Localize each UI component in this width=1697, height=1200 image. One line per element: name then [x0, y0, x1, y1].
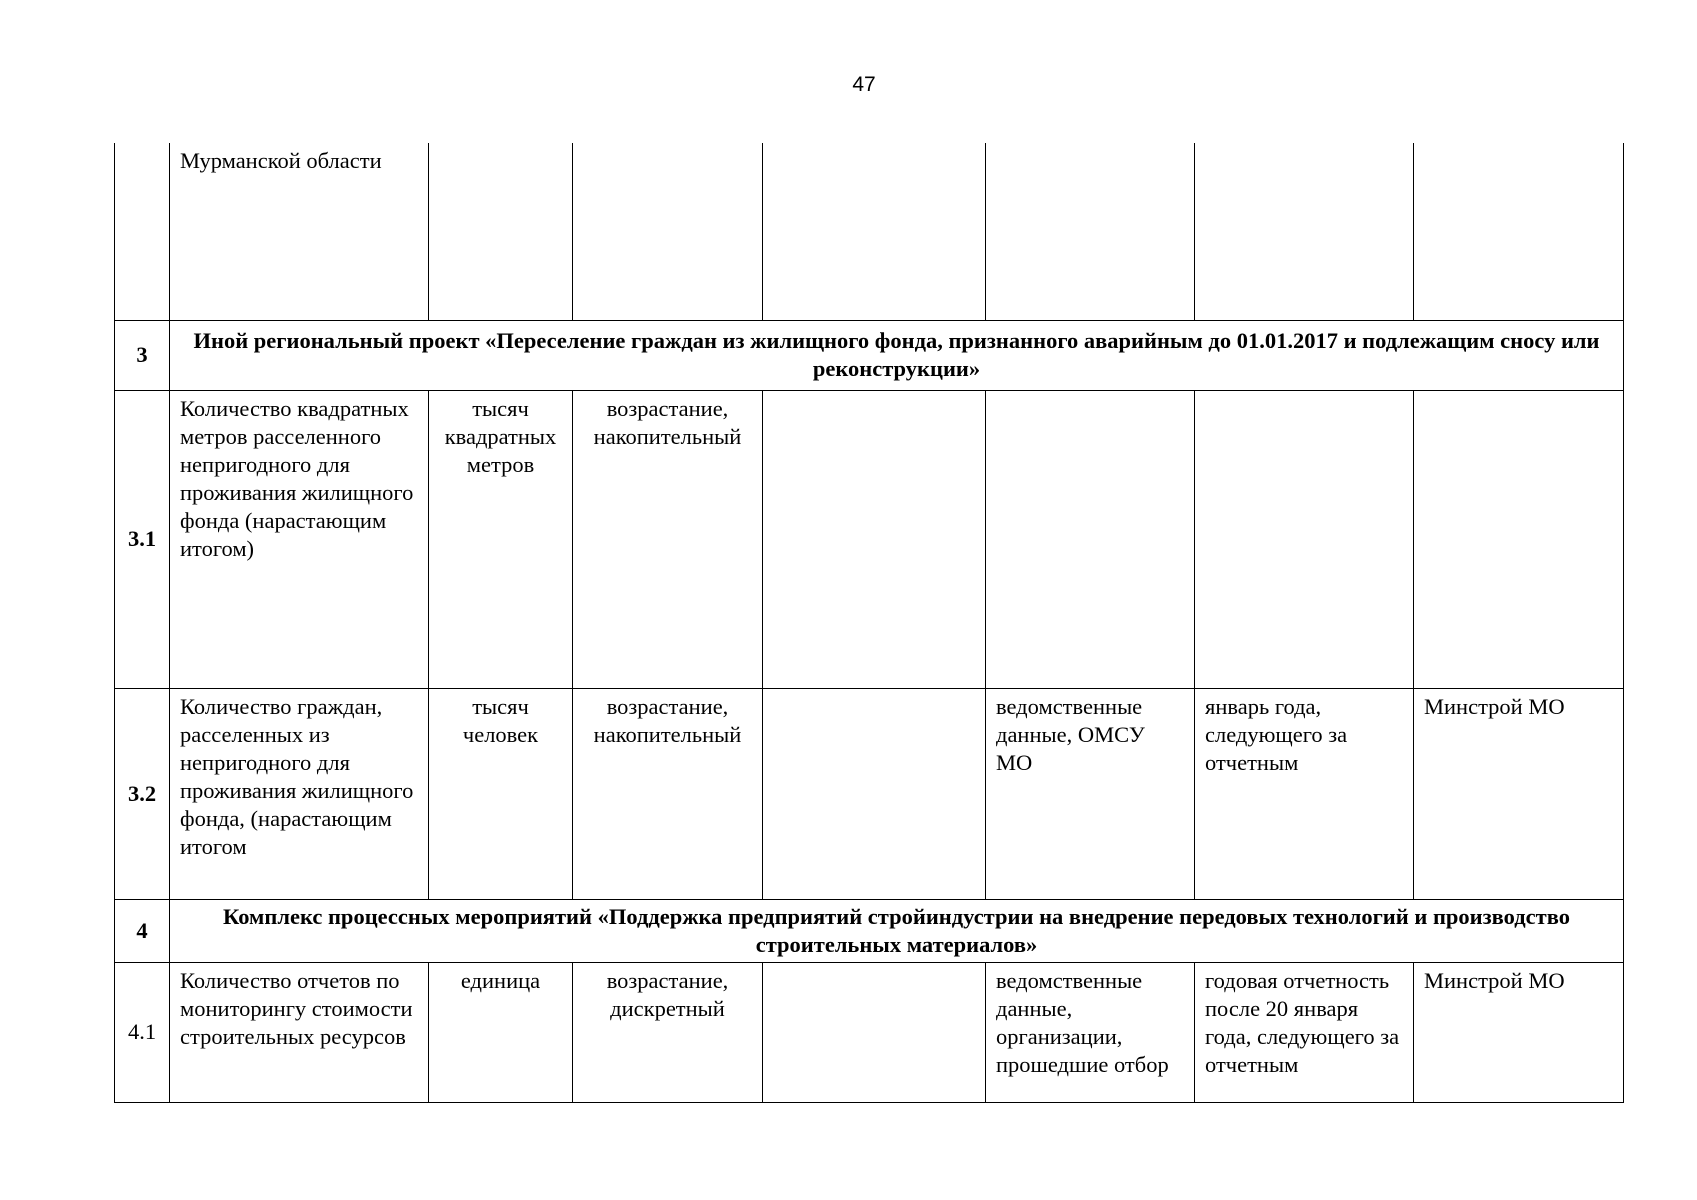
section-number: 4 [115, 899, 170, 962]
source-cell [986, 143, 1195, 320]
section-title: Иной региональный проект «Переселение граждан из жилищного фонда, признанного аварийным до 01.01.2017 и подлежащим сносу или реконструкции» [170, 320, 1624, 390]
row-number-cell [115, 143, 170, 320]
section-row-3 [115, 320, 1624, 390]
responsible-cell [1414, 143, 1624, 320]
table-row-continued [115, 143, 1624, 320]
unit-of-measure: тысяч человек [429, 688, 573, 899]
reporting-period: годовая отчетность после 20 января года, следующего за отчетным [1195, 962, 1414, 1102]
indicator-name: Количество отчетов по мониторингу стоимости строительных ресурсов [170, 962, 429, 1102]
data-source: ведомственные данные, ОМСУ МО [986, 688, 1195, 899]
row-number: 4.1 [115, 962, 170, 1102]
indicator-name: Количество граждан, расселенных из непригодного для проживания жилищного фонда, (нарастающим итогом [170, 688, 429, 899]
responsible-body: Минстрой МО [1414, 962, 1624, 1102]
table-row-4-1 [115, 962, 1624, 1102]
data-source: ведомственные данные, организации, прошедшие отбор [986, 962, 1195, 1102]
unit-cell [429, 143, 573, 320]
row-number: 3.2 [115, 688, 170, 899]
section-title: Комплекс процессных мероприятий «Поддержка предприятий стройиндустрии на внедрение передовых технологий и производство строительных материалов» [170, 899, 1624, 962]
indicator-name: Количество квадратных метров расселенного непригодного для проживания жилищного фонда (нарастающим итогом) [170, 390, 429, 688]
data-source [986, 390, 1195, 688]
table-row-3-2 [115, 688, 1624, 899]
reporting-period: январь года, следующего за отчетным [1195, 688, 1414, 899]
row-number: 3.1 [115, 390, 170, 688]
dynamics-type: возрастание, накопительный [573, 390, 763, 688]
section-number: 3 [115, 320, 170, 390]
reporting-period [1195, 390, 1414, 688]
unit-of-measure: единица [429, 962, 573, 1102]
empty-cell [763, 143, 986, 320]
period-cell [1195, 143, 1414, 320]
empty-cell [763, 688, 986, 899]
table-row-3-1 [115, 390, 1624, 688]
empty-cell [763, 390, 986, 688]
indicators-table [114, 143, 1624, 1103]
responsible-body: Минстрой МО [1414, 688, 1624, 899]
unit-of-measure: тысяч квадратных метров [429, 390, 573, 688]
page-number: 47 [852, 73, 876, 96]
responsible-body [1414, 390, 1624, 688]
dynamics-cell [573, 143, 763, 320]
section-row-4 [115, 899, 1624, 962]
empty-cell [763, 962, 986, 1102]
indicator-name-cell: Мурманской области [170, 143, 429, 320]
dynamics-type: возрастание, накопительный [573, 688, 763, 899]
dynamics-type: возрастание, дискретный [573, 962, 763, 1102]
